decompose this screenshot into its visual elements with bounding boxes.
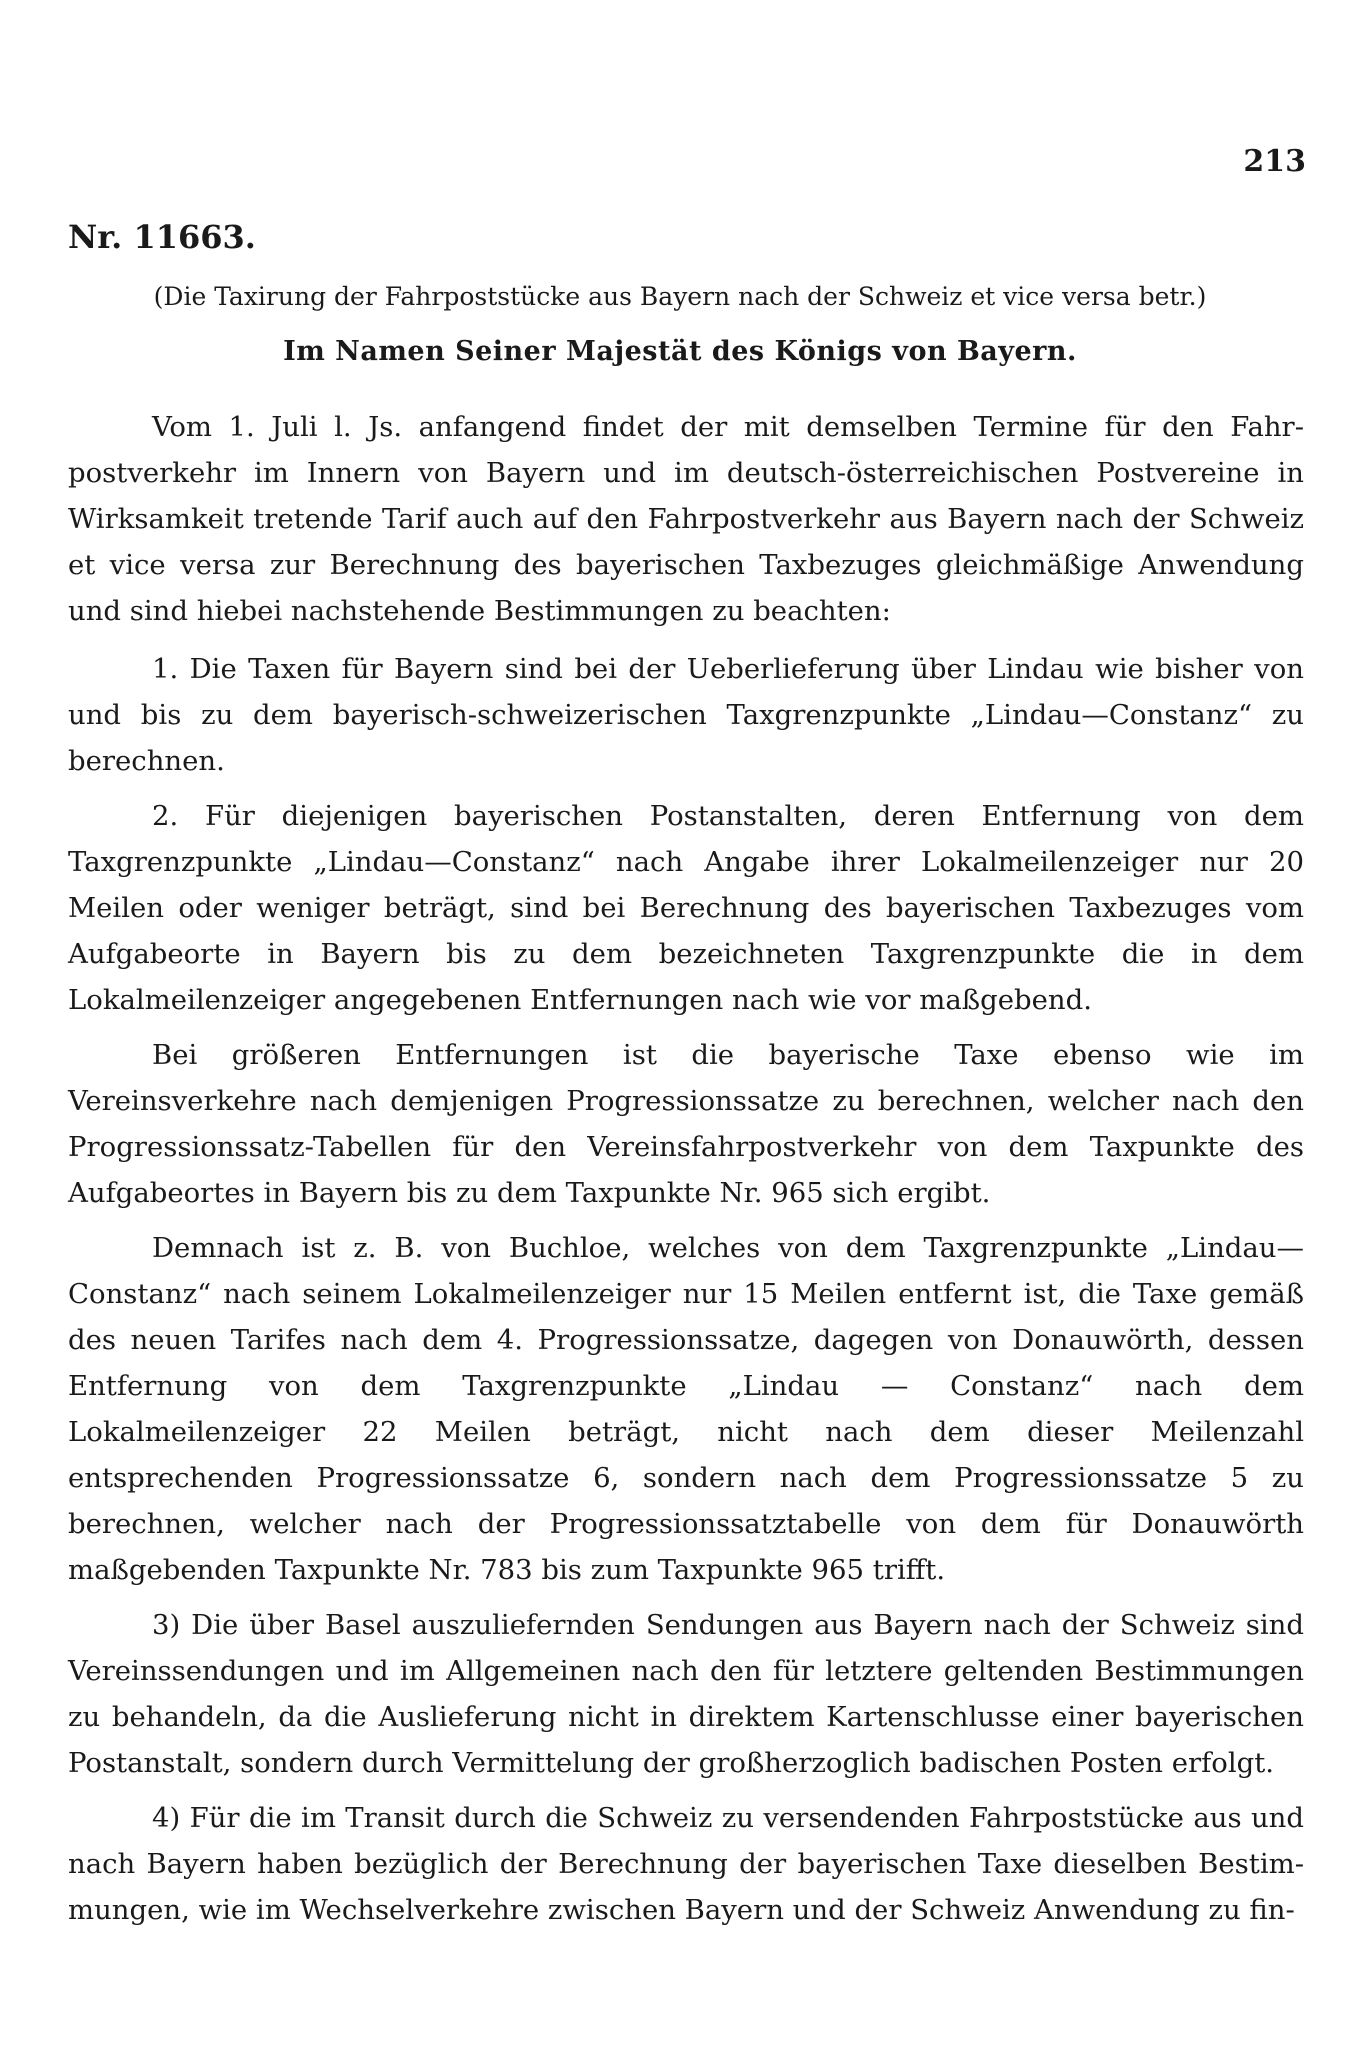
paragraph-item-4: 4) Für die im Transit durch die Schweiz zu versendenden Fahrpoststücke aus und nach Bayern haben bezüglich der Berechnung der bayerischen Taxe dieselben Bestimmungen, wie im Wechselverkehre zwischen Bayern und der Schweiz Anwendung zu fin- <box>68 1802 1304 1926</box>
paragraph-item-2-continued: Bei größeren Entfernungen ist die bayerische Taxe ebenso wie im Vereinsverkehre nach demjenigen Progressionssatze zu berechnen, welcher nach den Progressionssatz-Tabellen für den Vereinsfahrpostverkehr von dem Taxpunkte des Aufgabeortes in Bayern bis zu dem Taxpunkte Nr. 965 sich ergibt. <box>68 1039 1304 1209</box>
paragraph-item-3: 3) Die über Basel auszuliefernden Sendungen aus Bayern nach der Schweiz sind Vereinssendungen und im Allgemeinen nach den für letztere geltenden Bestimmungen zu behandeln, da die Auslieferung nicht in direktem Kartenschlusse einer bayerischen Postanstalt, sondern durch Vermittelung der großherzoglich badischen Posten erfolgt. <box>68 1609 1304 1779</box>
page-number: 213 <box>1243 144 1306 179</box>
body-text <box>68 404 1304 1942</box>
paragraph-item-1: 1. Die Taxen für Bayern sind bei der Ueberlieferung über Lindau wie bisher von und bis zu dem bayerisch-schweizerischen Taxgrenzpunkte „Lindau—Constanz“ zu berechnen. <box>68 653 1304 777</box>
document-number: Nr. 11663. <box>68 218 256 256</box>
document-subject: (Die Taxirung der Fahrpoststücke aus Bayern nach der Schweiz et vice versa betr.) <box>153 282 1207 311</box>
paragraph-intro: Vom 1. Juli l. Js. anfangend findet der mit demselben Termine für den Fahrpostverkehr im Innern von Bayern und im deutsch-österreichischen Postvereine in Wirksamkeit tretende Tarif auch auf den Fahrpostverkehr aus Bayern nach der Schweiz et vice versa zur Berechnung des bayerischen Taxbezuges gleichmäßige Anwendung und sind hiebei nachstehende Bestimmungen zu beachten: <box>68 411 1304 627</box>
paragraph-item-2-example: Demnach ist z. B. von Buchloe, welches von dem Taxgrenzpunkte „Lindau—Constanz“ nach seinem Lokalmeilenzeiger nur 15 Meilen entfernt ist, die Taxe gemäß des neuen Tarifes nach dem 4. Progressionssatze, dagegen von Donauwörth, dessen Entfernung von dem Taxgrenzpunkte „Lindau — Constanz“ nach dem Lokalmeilenzeiger 22 Meilen beträgt, nicht nach dem dieser Meilenzahl entsprechenden Progressionssatze 6, sondern nach dem Progressionssatze 5 zu berechnen, welcher nach der Progressionssatztabelle von dem für Donauwörth maßgebenden Taxpunkte Nr. 783 bis zum Taxpunkte 965 trifft. <box>68 1232 1304 1586</box>
document-heading: Im Namen Seiner Majestät des Königs von Bayern. <box>283 336 1077 367</box>
paragraph-item-2: 2. Für diejenigen bayerischen Postanstalten, deren Entfernung von dem Taxgrenzpunkte „Lindau—Constanz“ nach Angabe ihrer Lokalmeilenzeiger nur 20 Meilen oder weniger beträgt, sind bei Berechnung des bayerischen Taxbezuges vom Aufgabeorte in Bayern bis zu dem bezeichneten Taxgrenzpunkte die in dem Lokalmeilenzeiger angegebenen Entfernungen nach wie vor maßgebend. <box>68 800 1304 1016</box>
